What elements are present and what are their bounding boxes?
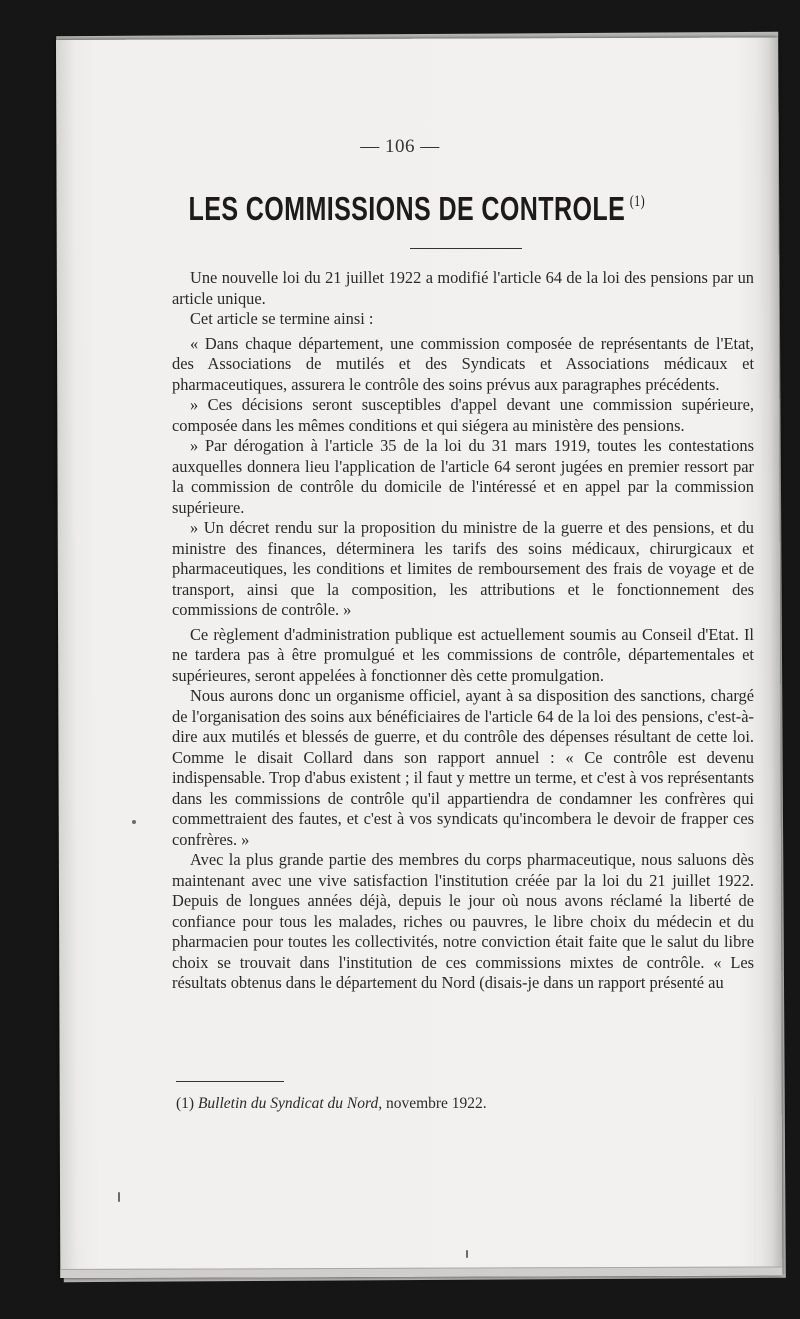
footnote-marker: (1) [176, 1095, 195, 1112]
footnote-source: Bulletin du Syndicat du Nord, [197, 1095, 383, 1112]
paragraph: Une nouvelle loi du 21 juillet 1922 a modifié l'article 64 de la loi des pensions par un article unique. [172, 268, 754, 308]
paragraph-quote: « Dans chaque département, une commission composée de représentants de l'Etat, des Associations de mutilés et des Syndicats et Associations médicaux et pharmaceutiques, assurera le contrôle des soins prévus aux paragraphes précédents. [172, 333, 754, 394]
paragraph: Avec la plus grande partie des membres du corps pharmaceutique, nous saluons dès maintenant avec une vive satisfaction l'institution créée par la loi du 21 juillet 1922. Depuis de longues années déjà, depuis le jour où nous avons réclamé la liberté de confiance pour tous les malades, riches ou pauvres, le libre choix du médecin et du pharmacien pour toutes les collectivités, notre conviction était faite que le salut du libre choix se trouvait dans l'institution de ces commissions mixtes de contrôle. « Les résultats obtenus dans le département du Nord (disais-je dans un rapport présenté au [172, 850, 754, 992]
paragraph: Ce règlement d'administration publique est actuellement soumis au Conseil d'Etat. Il ne tardera pas à être promulgué et les commissions de contrôle, départementales et supérieures, seront appelées à fonctionner dès cette promulgation. [172, 624, 754, 685]
title-text: LES COMMISSIONS DE CONTROLE [188, 190, 626, 227]
paragraph: Nous aurons donc un organisme officiel, ayant à sa disposition des sanctions, chargé de l'organisation des soins aux bénéficiaires de l'article 64 de la loi des pensions, c'est-à-dire aux mutilés et blessés de guerre, et du contrôle des dépenses résultant de cette loi. Comme le disait Collard dans son rapport annuel : « Ce contrôle est devenu indispensable. Trop d'abus existent ; il faut y mettre un terme, et c'est à vos représentants dans les commissions de contrôle qu'il appartiendra de condamner les confrères qui commettraient des fautes, et c'est à vos syndicats qu'incombera le devoir de frapper ces confrères. » [172, 686, 754, 849]
title-footnote-marker: (1) [629, 193, 646, 210]
paper-speck [466, 1250, 468, 1258]
page-shadow [756, 37, 782, 1275]
page-number: — 106 — [360, 136, 440, 157]
paper-speck [118, 1192, 120, 1202]
paragraph: Cet article se termine ainsi : [190, 309, 374, 328]
page-title [113, 190, 721, 228]
paragraph-quote: » Un décret rendu sur la proposition du ministre de la guerre et des pensions, et du ministre des finances, déterminera les tarifs des soins médicaux, chirurgicaux et pharmaceutiques, les conditions et limites de remboursement des frais de voyage et de transport, ainsi que la composition, les attributions et le fonctionnement des commissions de contrôle. » [172, 518, 754, 619]
footnote [176, 1095, 736, 1113]
footnote-divider [176, 1081, 284, 1082]
footnote-date: novembre 1922. [385, 1095, 487, 1112]
title-divider [410, 248, 522, 249]
paragraph-quote: » Ces décisions seront susceptibles d'appel devant une commission supérieure, composée dans les mêmes conditions et qui siégera au ministère des pensions. [172, 395, 754, 435]
paragraph-quote: » Par dérogation à l'article 35 de la loi du 31 mars 1919, toutes les contestations auxquelles donnera lieu l'application de l'article 64 seront jugées en premier ressort par la commission de contrôle du domicile de l'intéressé et en appel par la commission supérieure. [172, 436, 754, 517]
paper-speck [132, 820, 136, 824]
article-body [172, 268, 754, 994]
